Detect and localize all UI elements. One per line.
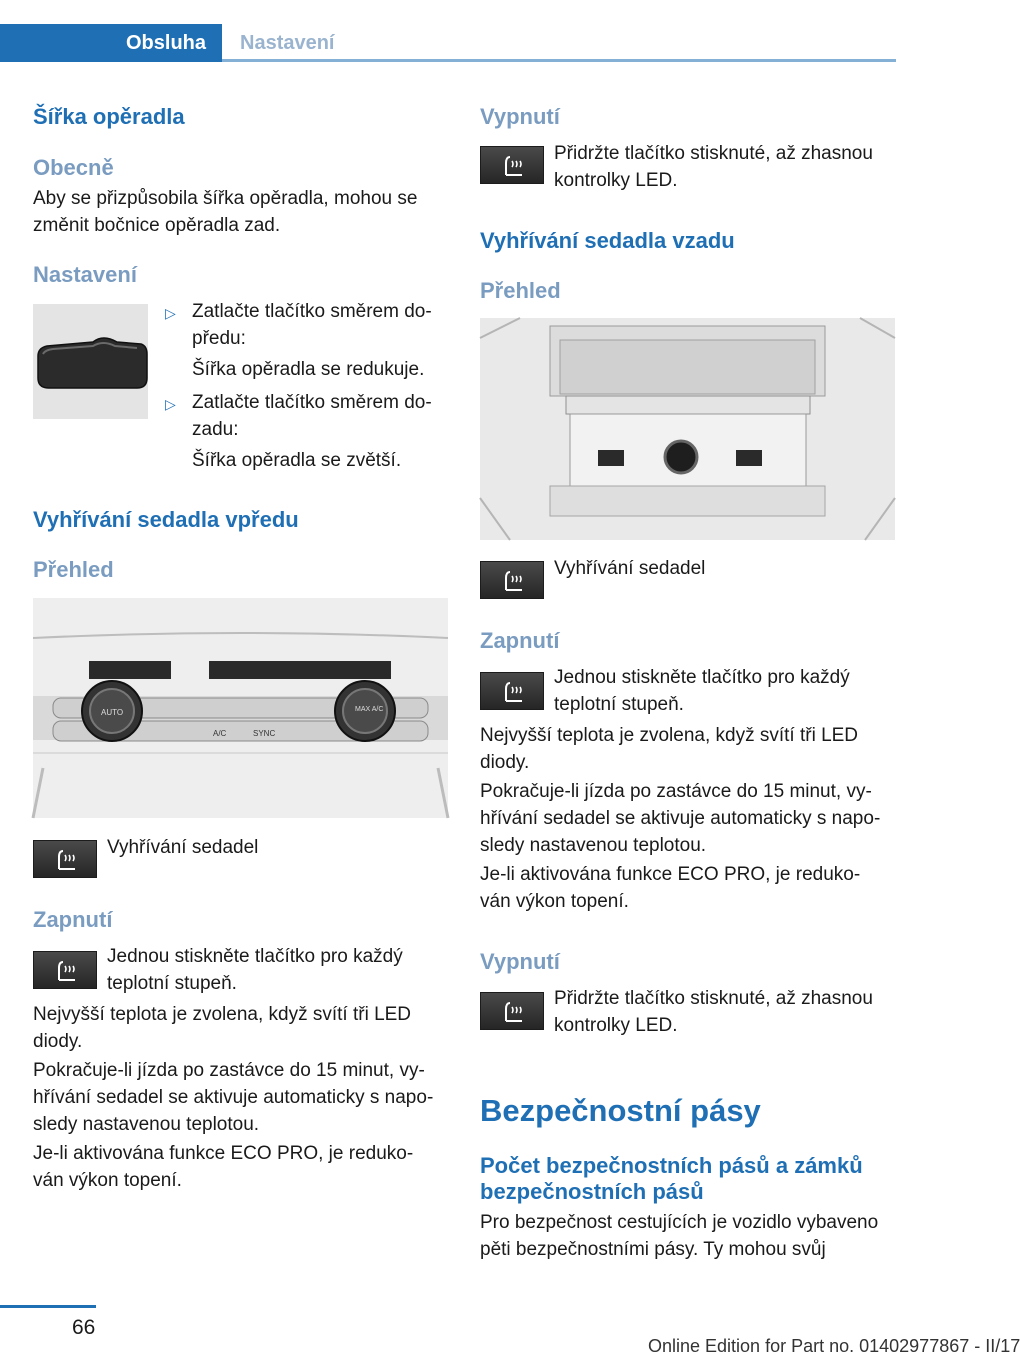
subheading-overview-rear: Přehled [480,278,561,303]
subheading-on-rear: Zapnutí [480,628,560,653]
edition-note: Online Edition for Part no. 01402977867 - II/17 [648,1336,1020,1356]
bullet-backward-result: Šířka opěradla se zvětší. [192,450,402,471]
front-icon-caption: Vyhřívání sedadel [107,837,259,858]
panel-label-maxac: MAX A/C [355,706,384,713]
panel-label-auto: AUTO [101,708,124,717]
rear-console-image [480,318,895,540]
header-rule [222,59,896,62]
bullet-triangle-icon: ▷ [165,396,176,412]
panel-label-ac: A/C [213,729,227,738]
seat-heating-icon [33,951,97,989]
section-title-seatbelts: Bezpečnostní pásy [480,1093,761,1128]
rear-para-eco: Je-li aktivována funkce ECO PRO, je reduko- ván výkon topení. [480,864,861,912]
front-para-continue: Pokračuje-li jízda po zastávce do 15 minut, vy- hřívání sedadel se aktivuje automaticky s napo- sledy nastavenou teplotou. [33,1060,434,1135]
bullet-forward-result: Šířka opěradla se redukuje. [192,359,425,380]
climate-panel-image [33,598,448,818]
bullet-backward: Zatlačte tlačítko směrem do- zadu: [192,392,432,440]
subheading-off-rear: Vypnutí [480,949,560,974]
rear-icon-caption: Vyhřívání sedadel [554,558,706,579]
subheading-on-front: Zapnutí [33,907,113,932]
rear-para-continue: Pokračuje-li jízda po zastávce do 15 minut, vy- hřívání sedadel se aktivuje automaticky s napo- sledy nastavenou teplotou. [480,781,881,856]
subheading-overview-front: Přehled [33,557,114,582]
bullet-forward: Zatlačte tlačítko směrem do- předu: [192,301,432,349]
seatbelt-text: Pro bezpečnost cestujících je vozidlo vybaveno pěti bezpečnostními pásy. Ty mohou svůj [480,1212,879,1260]
bullet-triangle-icon: ▷ [165,305,176,321]
subheading-settings: Nastavení [33,262,137,287]
subheading-seatbelt-count: Počet bezpečnostních pásů a zámků bezpečnostních pásů [480,1153,863,1204]
tab-obsluha[interactable]: Obsluha [0,24,222,62]
seat-heating-icon [480,146,544,184]
page-number: 66 [72,1316,96,1339]
seat-heating-icon [480,992,544,1030]
footer-rule [0,1305,96,1308]
seat-heating-icon [33,840,97,878]
front-on-instruction: Jednou stiskněte tlačítko pro každý teplotní stupeň. [107,946,403,994]
rear-para-max-temp: Nejvyšší teplota je zvolena, když svítí tři LED diody. [480,725,859,773]
seat-heating-icon [480,672,544,710]
section-title-front-seat-heating: Vyhřívání sedadla vpředu [33,507,299,532]
panel-label-sync: SYNC [253,729,276,738]
front-off-instruction: Přidržte tlačítko stisknuté, až zhasnou kontrolky LED. [554,143,873,191]
seat-heating-icon [480,561,544,599]
front-para-max-temp: Nejvyšší teplota je zvolena, když svítí tři LED diody. [33,1004,412,1052]
backrest-width-button-image [33,304,148,419]
tab-nastaveni[interactable]: Nastavení [240,31,335,54]
front-para-eco: Je-li aktivována funkce ECO PRO, je reduko- ván výkon topení. [33,1143,414,1191]
subheading-general: Obecně [33,155,114,180]
section-title-rear-seat-heating: Vyhřívání sedadla vzadu [480,228,735,253]
rear-on-instruction: Jednou stiskněte tlačítko pro každý teplotní stupeň. [554,667,850,715]
rear-off-instruction: Přidržte tlačítko stisknuté, až zhasnou kontrolky LED. [554,988,873,1036]
general-text: Aby se přizpůsobila šířka opěradla, mohou se změnit bočnice opěradla zad. [33,188,418,236]
subheading-off-front: Vypnutí [480,104,560,129]
header-tabs [0,24,896,62]
section-title-backrest-width: Šířka opěradla [33,104,185,129]
